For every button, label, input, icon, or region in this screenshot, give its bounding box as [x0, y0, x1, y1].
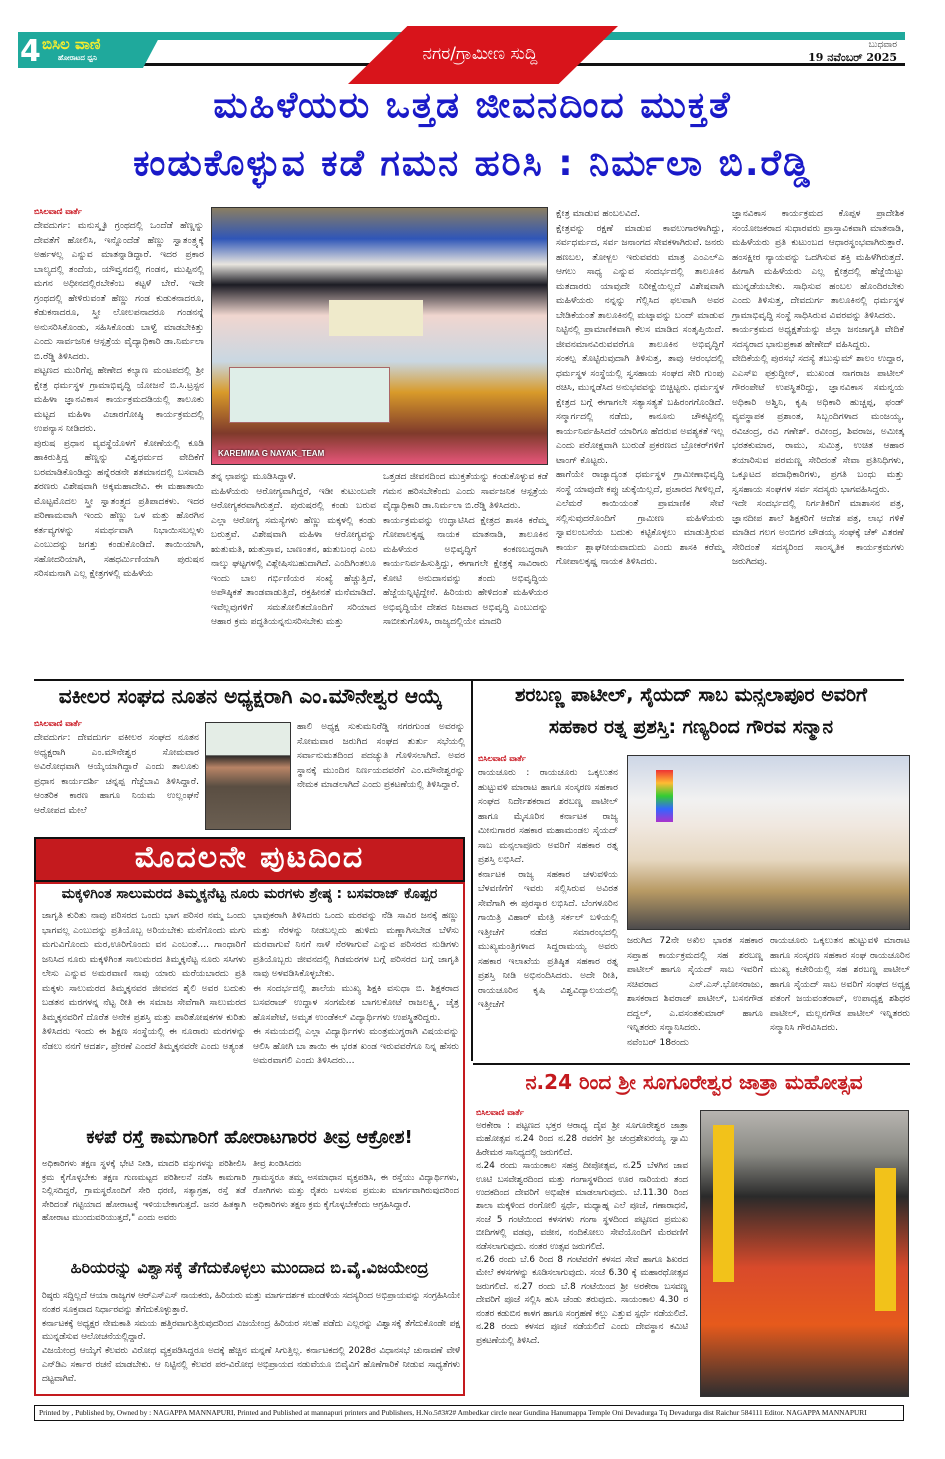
- footer-imprint: Printed by , Published by, Owned by : NAGAPPA MANNAPURI, Printed and Published at mannapuri printers and Publishers, H.No.5#3#2# Ambedkar circle near Gundina Hanumappa Temple Oni Devadurga Tq Devadurga dist Raichur 584111 Editor. NAGAPPA MANNAPURI: [34, 1405, 904, 1421]
- banner-in-photo: [329, 300, 423, 336]
- lawyers-col1-text: ದೇವದುರ್ಗ: ದೇವದುರ್ಗ ವಕೀಲರ ಸಂಘದ ನೂತನ ಅಧ್ಯಕ್ಷರಾಗಿ ಎಂ.ಮೌನೇಶ್ವರ ಸೋಮವಾರ ಅವಿರೋಧವಾಗಿ ಆಯ್ಕೆಯಾಗಿದ್ದಾರೆ ಎಂದು ತಾಲೂಕು ಪ್ರಧಾನ ಕಾರ್ಯದರ್ಶಿ ಚನ್ನಪ್ಪ ಗೆಜ್ಜೆಬಾವಿ ತಿಳಿಸಿದ್ದಾರೆ. ಆಂತರಿಕ ಕಾರಣ ಹಾಗೂ ನಿಯಮ ಉಲ್ಲಂಘನೆ ಆರೋಪದ ಮೇಲೆ: [34, 732, 199, 816]
- story2-headline: ಕಳಪೆ ರಸ್ತೆ ಕಾಮಗಾರಿಗೆ ಹೋರಾಟಗಾರರ ತೀವ್ರ ಆಕ್ರೋಶ!: [86, 1127, 413, 1148]
- story1-headline: ಮಕ್ಕಳಿಗಿಂತ ಸಾಲುಮರದ ತಿಮ್ಮಕ್ಕನೆಟ್ಟ ನೂರು ಮರಗಳು ಶ್ರೇಷ್ಠ : ಬಸವರಾಜ್ ಕೊಪ್ಪರ: [61, 886, 438, 902]
- festival-column: [476, 1108, 688, 1348]
- lawyers-column-1: [34, 719, 199, 818]
- festival-byline: ಬಿಸಿಲವಾಣಿ ವಾರ್ತೆ: [476, 1108, 524, 1117]
- lead-column-2: [211, 470, 376, 630]
- issue-day: ಬುಧವಾರ: [868, 40, 897, 50]
- lead-bottom-rule: [34, 679, 904, 681]
- coop-col1-text: ರಾಯಚೂರು : ರಾಯಚೂರು ಒಕ್ಕಲುತನ ಹುಟ್ಟುವಳಿ ಮಾರಾಟ ಹಾಗೂ ಸಂಸ್ಕರಣ ಸಹಕಾರ ಸಂಘದ ನಿರ್ದೇಶಕರಾದ ಶರಬಣ್ಣ ಪಾಟೀಲ್ ಹಾಗೂ ಮೈಸೂರಿನ ಕರ್ನಾಟಕ ರಾಜ್ಯ ಮೀನುಗಾರರ ಸಹಕಾರ ಮಹಾಮಂಡಲ ಸೈಯದ್ ಸಾಬ ಮನ್ಸಲಾಪೂರು ಅವರಿಗೆ ಸಹಕಾರ ರತ್ನ ಪ್ರಶಸ್ತಿ ಲಭಿಸಿದೆ. ಕರ್ನಾಟಕ ರಾಜ್ಯ ಸಹಕಾರ ಚಳುವಳಿಯ ಬೆಳವಣಿಗೆಗೆ ಇವರು ಸಲ್ಲಿಸಿರುವ ಅವಿರತ ಸೇವೆಗಾಗಿ ಈ ಪುರಸ್ಕಾರ ಲಭಿಸಿದೆ. ಬೆಂಗಳೂರಿನ ಗಾಯಿತ್ರಿ ವಿಹಾರ್ ಮೇತ್ರಿ ಸರ್ಕಲ್ ಬಳಿಯಲ್ಲಿ ಇತ್ತೀಚೆಗೆ ನಡೆದ ಸಮಾರಂಭದಲ್ಲಿ ಮುಖ್ಯಮಂತ್ರಿಗಳಾದ ಸಿದ್ದರಾಮಯ್ಯ ಅವರು ಸಹಕಾರ ಇಲಾಖೆಯ ಪ್ರತಿಷ್ಠಿತ ಸಹಕಾರ ರತ್ನ ಪ್ರಶಸ್ತಿ ನೀಡಿ ಅಭಿನಂದಿಸಿದರು. ಅದೇ ರೀತಿ, ರಾಯಚೂರಿನ ಕೃಷಿ ವಿಶ್ವವಿದ್ಯಾಲಯದಲ್ಲಿ ಇತ್ತೀಚೆಗೆ: [478, 767, 618, 1010]
- coop-column-3: [770, 934, 910, 1036]
- coop-col2-text: ಜರುಗಿದ 72ನೇ ಅಖಿಲ ಭಾರತ ಸಹಕಾರ ಸಪ್ತಾಹ ಕಾರ್ಯಕ್ರಮದಲ್ಲಿ ಸಹ ಶರಬಣ್ಣ ಪಾಟೀಲ್ ಹಾಗೂ ಸೈಯದ್ ಸಾಬ ಇವರಿಗೆ ಸಚಿವರಾದ ಎನ್.ಎಸ್.ಭೋಸರಾಜು, ಶಾಸಕರಾದ ಶಿವರಾಜ್ ಪಾಟೀಲ್, ಬಸನಗೌಡ ದದ್ದಲ್, ಎ.ವಸಂತಕುಮಾರ್ ಹಾಗೂ ಇನ್ನಿತರರು ಸನ್ಮಾನಿಸಿದರು. ನವೆಂಬರ್ 18ರಂದು: [627, 935, 763, 1048]
- lawyers-byline: ಬಿಸಿಲವಾಣಿ ವಾರ್ತೆ: [34, 719, 82, 728]
- coop-award-photo: [627, 755, 910, 930]
- lead-column-3: [383, 470, 548, 630]
- festival-headline: ನ.24 ರಿಂದ ಶ್ರೀ ಸೂಗೂರೇಶ್ವರ ಜಾತ್ರಾ ಮಹೋತ್ಸವ: [525, 1070, 863, 1094]
- lead-headline-line1: ಮಹಿಳೆಯರು ಒತ್ತಡ ಜೀವನದಿಂದ ಮುಕ್ತತೆ: [213, 85, 732, 126]
- coop-bottom-rule: [473, 1063, 910, 1065]
- story3-text: ರಿಷ್ಠರು ಸದ್ದಿಲ್ಲದೆ ಆಯಾ ರಾಜ್ಯಗಳ ಆರ್‌ಎಸ್‌ಎಸ್ ನಾಯಕರು, ಹಿರಿಯರು ಮತ್ತು ಮಾರ್ಗದರ್ಶಕ ಮಂಡಳಿಯ ಸದಸ್ಯರಿಂದ ಅಭಿಪ್ರಾಯವನ್ನು ಸಂಗ್ರಹಿಸಿಯೇ ನಂತರ ಸೂಕ್ತವಾದ ನಿರ್ಧಾರವನ್ನು ತೆಗೆದುಕೊಳ್ಳುತ್ತಾರೆ. ಕರ್ನಾಟಕಕ್ಕೆ ಅಧ್ಯಕ್ಷರ ನೇಮಕಾತಿ ಸಮಯ ಹತ್ತಿರವಾಗುತ್ತಿರುವುದರಿಂದ ವಿಜಯೇಂದ್ರ ಹಿರಿಯರ ಸಲಹೆ ಪಡೆದು ಎಲ್ಲರನ್ನು ವಿಶ್ವಾಸಕ್ಕೆ ತೆಗೆದುಕೊಂಡೇ ಪಕ್ಷ ಮುನ್ನಡೆಸುವ ಆಲೋಚನೆಯಲ್ಲಿದ್ದಾರೆ. ವಿಜಯೇಂದ್ರ ಆಯ್ಕೆಗೆ ಕೆಲವರು ವಿರೋಧ ವ್ಯಕ್ತಪಡಿಸಿದ್ದರೂ ಅದಕ್ಕೆ ಹೆಚ್ಚಿನ ಮನ್ನಣೆ ಸಿಗುತ್ತಿಲ್ಲ. ಕರ್ನಾಟಕದಲ್ಲಿ 2028ರ ವಿಧಾನಸಭೆ ಚುನಾವಣೆ ವೇಳೆ ಎನ್‌ಡಿಎ ಸರ್ಕಾರ ರಚನೆ ಮಾಡಬೇಕು. ಆ ನಿಟ್ಟಿನಲ್ಲಿ ಕೆಲವರ ಪರ-ವಿರೋಧ ಅಭಿಪ್ರಾಯದ ನಡುವೆಯೂ ಬಿವೈವಿಗೆ ಹೊಣೆಗಾರಿಕೆ ನೀಡುವ ಸಾಧ್ಯತೆಗಳು ದಟ್ಟವಾಗಿವೆ.: [42, 1291, 460, 1384]
- vertical-column-rule: [471, 681, 473, 1061]
- coop-headline-line1: ಶರಬಣ್ಣ ಪಾಟೀಲ್, ಸೈಯದ್ ಸಾಬ ಮನ್ಸಲಾಪೂರ ಅವರಿಗೆ: [514, 684, 868, 706]
- lead-column-5: [732, 207, 904, 570]
- marigold-garland-left: [713, 1125, 734, 1282]
- cheque-in-photo: [229, 367, 390, 423]
- issue-date: 19 ನವೆಂಬರ್ 2025: [808, 51, 897, 64]
- lead-byline: ಬಿಸಿಲವಾಣಿ ವಾರ್ತೆ: [34, 207, 82, 216]
- story3-headline: ಹಿರಿಯರನ್ನು ವಿಶ್ವಾಸಕ್ಕೆ ತೆಗೆದುಕೊಳ್ಳಲು ಮುಂದಾದ ಬಿ.ವೈ.ವಿಜಯೇಂದ್ರ: [70, 1258, 429, 1277]
- lead-col4-text: ಕ್ಷೇತ್ರ ಮಾಡುವ ಹಂಬಲವಿದೆ. ಕ್ಷೇತ್ರವನ್ನು ರಕ್ಷಣೆ ಮಾಡುವ ಕಾವಲುಗಾರಳಾಗಿದ್ದು, ಸರ್ವಧರ್ಮದ, ಸರ್ವ ಜನಾಂಗದ ಸೇವಕಳಾಗಿರುವೆ. ಜನರು ಹಣಬಲ, ತೋಳ್ಬಲ ಇರುವವರು ಮಾತ್ರ ಎಂಎಲ್‌ಎ ಆಗಲು ಸಾಧ್ಯ ಎನ್ನುವ ಸಂದರ್ಭದಲ್ಲಿ ತಾಲೂಕಿನ ಮತದಾರರು ಯಾವುದೇ ನಿರೀಕ್ಷೆಯಿಲ್ಲದೆ ವಿಶೇಷವಾಗಿ ಮಹಿಳೆಯರು ನನ್ನನ್ನು ಗೆಲ್ಲಿಸಿದ ಫಲವಾಗಿ ಅವರ ಬೇಡಿಕೆಯಂತೆ ತಾಲೂಕಿನಲ್ಲಿ ಮಟ್ಕಾವನ್ನು ಬಂದ್ ಮಾಡುವ ನಿಟ್ಟಿನಲ್ಲಿ ಪ್ರಾಮಾಣಿಕವಾಗಿ ಕೆಲಸ ಮಾಡಿದ ಸಂತೃಪ್ತಿಯಿದೆ. ಜೀವನಮಾನವಿರುವವರೆಗೂ ತಾಲೂಕಿನ ಅಭಿವೃದ್ಧಿಗೆ ಸಂಕಲ್ಪ ತೊಟ್ಟಿರುವುದಾಗಿ ತಿಳಿಸುತ್ತ, ತಾವು ಆರಂಭದಲ್ಲಿ ಧರ್ಮಸ್ಥಳ ಸಂಸ್ಥೆಯಲ್ಲಿ ಸ್ವಸಹಾಯ ಸಂಘದ ಸೇರಿ ಗುಂಪು ರಚಿಸಿ, ಮುನ್ನಡೆಸಿದ ಅನುಭವವನ್ನು ಬಿಚ್ಚಿಟ್ಟರು. ಧರ್ಮಸ್ಥಳ ಕ್ಷೇತ್ರದ ಬಗ್ಗೆ ಈಗಾಗಲೇ ಸತ್ಯಾಸತ್ಯತೆ ಬಹಿರಂಗಗೊಂಡಿದೆ. ಸನ್ಮಾರ್ಗದಲ್ಲಿ ನಡೆದು, ಕಾನೂನು ಚೌಕಟ್ಟಿನಲ್ಲಿ ಕಾರ್ಯನಿರ್ವಹಿಸಿದರೆ ಯಾರಿಗೂ ಹೆದರುವ ಅವಶ್ಯಕತೆ ಇಲ್ಲ ಎಂದು ಪರೋಕ್ಷವಾಗಿ ಬುರುಡೆ ಪ್ರಕರಣದ ಬ್ರೋಕರ್‌ಗಳಿಗೆ ಟಾಂಗ್ ಕೊಟ್ಟರು. ಹಾಗೆಯೇ ರಾಜ್ಯಾದ್ಯಂತ ಧರ್ಮಸ್ಥಳ ಗ್ರಾಮೀಣಾಭಿವೃದ್ಧಿ ಸಂಸ್ಥೆ ಯಾವುದೇ ಕಪ್ಪು ಚುಕ್ಕೆಯಿಲ್ಲದೆ, ಪ್ರಚಾರದ ಗೀಳಿಲ್ಲದೆ, ಎಲೆಮರೆ ಕಾಯಿಯಂತೆ ಪ್ರಾಮಾಣಿಕ ಸೇವೆ ಸಲ್ಲಿಸುವುದರೊಂದಿಗೆ ಗ್ರಾಮೀಣ ಮಹಿಳೆಯರು ಸ್ವಾವಲಂಬನೆಯ ಬದುಕು ಕಟ್ಟಿಕೊಳ್ಳಲು ಮಾಡುತ್ತಿರುವ ಕಾರ್ಯ ಶ್ಲಾಘನೀಯವಾದುದು ಎಂದು ಶಾಸಕಿ ಕರೆಮ್ಮ ಗೋಪಾಲಕೃಷ್ಣ ನಾಯಕ ತಿಳಿಸಿದರು.: [556, 208, 724, 567]
- lead-col1-text: ದೇವದುರ್ಗ: ಮನುಸ್ಮೃತಿ ಗ್ರಂಥದಲ್ಲಿ ಒಂದೆಡೆ ಹೆಣ್ಣನ್ನು ದೇವತೆಗೆ ಹೋಲಿಸಿ, ಇನ್ನೊಂದೆಡೆ ಹೆಣ್ಣು ಸ್ವಾತಂತ್ರ್ಯಕ್ಕೆ ಅರ್ಹಳಲ್ಲ ಎನ್ನುವ ಮಾತನ್ನಾಡಿದ್ದಾರೆ. ಇದರ ಪ್ರಕಾರ ಬಾಲ್ಯದಲ್ಲಿ ತಂದೆಯ, ಯೌವ್ವನದಲ್ಲಿ ಗಂಡನ, ಮುಪ್ಪಿನಲ್ಲಿ ಮಗನ ಅಧೀನದಲ್ಲಿರಬೇಕೆಂಬ ಕಟ್ಟಳೆ ಬೇರೆ. ಇದೇ ಗ್ರಂಥದಲ್ಲಿ ಹೇಳಿರುವಂತೆ ಹೆಣ್ಣು ಗಂಡ ಕುಡುಕನಾದರೂ, ಕೆಡುಕನಾದರೂ, ಸ್ತ್ರೀ ಲೋಲಪನಾದರೂ ಗಂಡನನ್ನೆ ಅನುಸರಿಸಿಕೊಂಡು, ಸಹಿಸಿಕೊಂಡು ಬಾಳ್ವೆ ಮಾಡಬೇಕಿತ್ತು ಎಂದು ಸಾರ್ವಜನಿಕ ಆಸ್ಪತ್ರೆಯ ವೈದ್ಯಾಧಿಕಾರಿ ಡಾ.ನಿರ್ಮಲಾ ಬಿ.ರೆಡ್ಡಿ ತಿಳಿಸಿದರು. ಪಟ್ಟಣದ ಮುರಿಗೆಪ್ಪ ಹೇಣೇದ ಕಲ್ಯಾಣ ಮಂಟಪದಲ್ಲಿ ಶ್ರೀ ಕ್ಷೇತ್ರ ಧರ್ಮಸ್ಥಳ ಗ್ರಾಮಾಭಿವೃದ್ಧಿ ಯೋಜನೆ ಬಿ.ಸಿ.ಟ್ರಸ್ಟನ ಮಹಿಳಾ ಜ್ಞಾನವಿಕಾಸ ಕಾರ್ಯಕ್ರಮದಡಿಯಲ್ಲಿ ತಾಲೂಕು ಮಟ್ಟದ ಮಹಿಳಾ ವಿಚಾರಗೋಷ್ಠಿ ಕಾರ್ಯಕ್ರಮದಲ್ಲಿ ಉಪನ್ಯಾಸ ನೀಡಿದರು. ಪುರುಷ ಪ್ರಧಾನ ವ್ಯವಸ್ಥೆಯೊಳಗೆ ಕೋಣೆಯಲ್ಲಿ ಕೂಡಿ ಹಾಕಿರುತ್ತಿದ್ದ ಹೆಣ್ಣನ್ನು ವಿಶ್ವಧರ್ಮದ ವೇದಿಕೆಗೆ ಬರಮಾಡಿಕೊಂಡಿದ್ದು ಹನ್ನೆರಡನೇ ಶತಮಾನದಲ್ಲಿ ಬಸವಾದಿ ಶರಣರು ವಿಶೇಷವಾಗಿ ಅಕ್ಕಮಹಾದೇವಿ. ಈ ಮಹಾತಾಯಿ ಮೊಟ್ಟಮೊದಲ ಸ್ತ್ರೀ ಸ್ವಾತಂತ್ರ್ಯದ ಪ್ರತಿಪಾದಕಳು. ಇದರ ಪರಿಣಾಮವಾಗಿ ಇಂದು ಹೆಣ್ಣು ಒಳ ಮತ್ತು ಹೊರಗಿನ ಕರ್ತವ್ಯಗಳನ್ನು ಸಮರ್ಥವಾಗಿ ನಿಭಾಯಿಸಬಲ್ಲಳು ಎಂಬುದನ್ನು ಜಗತ್ತು ಕಂಡುಕೊಂಡಿದೆ. ತಾಯಿಯಾಗಿ, ಸಹೋದರಿಯಾಗಿ, ಸಹಧರ್ಮಿಣಿಯಾಗಿ ಪುರುಷನ ಸರಿಸಮನಾಗಿ ಎಲ್ಲ ಕ್ಷೇತ್ರಗಳಲ್ಲಿ ಮಹಿಳೆಯ: [34, 220, 204, 579]
- lawyers-col2-text: ಹಾಲಿ ಅಧ್ಯಕ್ಷ ಸುಕುಮನಿರೆಡ್ಡಿ ನಗರಗುಂಡ ಅವರನ್ನು ಸೋಮವಾರ ಜರುಗಿದ ಸಂಘದ ತುರ್ತು ಸಭೆಯಲ್ಲಿ ಸರ್ವಾನುಮತದಿಂದ ಪದಚ್ಯುತಿ ಗೊಳಿಸಲಾಗಿದೆ. ಅವರ ಸ್ಥಾನಕ್ಕೆ ಮುಂದಿನ ನಿರ್ಣಯದವರೆಗೆ ಎಂ.ಮೌನೇಶ್ವರನ್ನು ನೇಮಕ ಮಾಡಲಾಗಿದೆ ಎಂದು ಪ್ರಕಟಣೆಯಲ್ಲಿ ತಿಳಿಸಿದ್ದಾರೆ.: [297, 721, 465, 790]
- coop-byline: ಬಿಸಿಲವಾಣಿ ವಾರ್ತೆ: [478, 754, 526, 763]
- lawyer-portrait-photo: [205, 722, 291, 830]
- lead-col3-text: ಒತ್ತಡದ ಜೀವನದಿಂದ ಮುಕ್ತತೆಯನ್ನು ಕಂಡುಕೊಳ್ಳುವ ಕಡೆ ಗಮನ ಹರಿಸಬೇಕೆಂದು ಎಂದು ಸಾರ್ವಜನಿಕ ಆಸ್ಪತ್ರೆಯ ವೈದ್ಯಾಧಿಕಾರಿ ಡಾ.ನಿರ್ಮಲಾ ಬಿ.ರೆಡ್ಡಿ ತಿಳಿಸಿದರು. ಕಾರ್ಯಕ್ರಮವನ್ನು ಉದ್ಘಾಟಿಸಿದ ಕ್ಷೇತ್ರದ ಶಾಸಕಿ ಕರೆಮ್ಮ ಗೋಪಾಲಕೃಷ್ಣ ನಾಯಕ ಮಾತನಾಡಿ, ತಾಲೂಕಿನ ಮಹಿಳೆಯರ ಅಭಿವೃದ್ಧಿಗೆ ಕಂಕಣಬದ್ಧರಾಗಿ ಕಾರ್ಯನಿರ್ವಹಿಸುತ್ತಿದ್ದು, ಈಗಾಗಲೇ ಕ್ಷೇತ್ರಕ್ಕೆ ಸಾವಿರಾರು ಕೋಟಿ ಅನುದಾನವನ್ನು ತಂದು ಅಭಿವೃದ್ಧಿಯ ಹೆಜ್ಜೆಯನ್ನಿಟ್ಟಿದ್ದೇನೆ. ಹಿರಿಯರು ಹೇಳಿದಂತೆ ಮಹಿಳೆಯರ ಅಭಿವೃದ್ಧಿಯೇ ದೇಶದ ನಿಜವಾದ ಅಭಿವೃದ್ಧಿ ಎಂಬುದನ್ನು ಸಾಬೀತುಗೊಳಿಸಿ, ರಾಜ್ಯದಲ್ಲಿಯೇ ಮಾದರಿ: [383, 471, 548, 627]
- story2-col2-text: ತೀವ್ರ ಖಂಡಿಸಿದರು ಗ್ರಾಮಸ್ಥರೂ ತಮ್ಮ ಅಸಮಾಧಾನ ವ್ಯಕ್ತಪಡಿಸಿ, ಈ ರಸ್ತೆಯು ವಿದ್ಯಾರ್ಥಿಗಳು, ರೋಗಿಗಳು ಮತ್ತು ರೈತರು ಬಳಸುವ ಪ್ರಮುಖ ಮಾರ್ಗವಾಗಿರುವುದರಿಂದ ಅಧಿಕಾರಿಗಳು ತಕ್ಷಣ ಕ್ರಮ ಕೈಗೊಳ್ಳಬೇಕೆಂದು ಆಗ್ರಹಿಸಿದ್ದಾರೆ.: [253, 1159, 459, 1210]
- lead-column-4: [556, 207, 724, 570]
- story1-col1-text: ಜಾಗೃತಿ ಕುರಿತು ನಾವು ಪರಿಸರದ ಒಂದು ಭಾಗ ಪರಿಸರ ನಮ್ಮ ಒಂದು ಭಾಗವಲ್ಲ ಎಂಬುದನ್ನು ಪ್ರತಿಯೊಬ್ಬ ಅರಿಯಬೇಕು ಮನೆಗೊಂದು ಮಗು ಮಗುವಿಗೊಂದು ಮರ,ಊರಿಗೊಂದು ವನ ಎಂಬಂತೆ.... ಗಾಂಧಾರಿಗೆ ಜನಿಸಿದ ನೂರು ಮಕ್ಕಳಿಗಿಂತ ಸಾಲುಮರದ ತಿಮ್ಮಕ್ಕನೆಟ್ಟ ನೂರು ಸಸಿಗಳು ಲೇಸು ಎನ್ನುವ ಅಮರವಾಣಿ ನಾವು ಯಾರು ಮರೆಯಬಾರದು ಪ್ರತಿ ಮಕ್ಕಳು ಸಾಲುಮರದ ತಿಮ್ಮಕ್ಕನವರ ಜೀವನದ ಶೈಲಿ ಅವರ ಬದುಕು ಬಡತನ ಮರಗಳನ್ನ ನೆಟ್ಟ ರೀತಿ ಈ ಸಮಾಜ ಸೇವೆಗಾಗಿ ಸಾಲುಮರದ ತಿಮ್ಮಕ್ಕನವರಿಗೆ ದೊರೆತ ಅನೇಕ ಪ್ರಶಸ್ತಿ ಮತ್ತು ಪಾರಿತೋಷಕಗಳ ಕುರಿತು ತಿಳಿಸಿದರು ಇಂದು ಈ ಶಿಕ್ಷಣ ಸಂಸ್ಥೆಯಲ್ಲಿ ಈ ನೂರಾರು ಮರಗಳನ್ನು ನೆಡಲು ನನಗೆ ಆದರ್ಶ, ಪ್ರೇರಣೆ ಎಂದರೆ ತಿಮ್ಮಕ್ಕನವರೇ ಎಂದು ಅತ್ಯಂತ: [42, 910, 246, 1052]
- lead-col2-text: ತನ್ನ ಛಾಪನ್ನು ಮೂಡಿಸಿದ್ದಾಳೆ. ಮಹಿಳೆಯರು ಆರೋಗ್ಯವಾಗಿದ್ದರೆ, ಇಡೀ ಕುಟುಂಬವೇ ಆರೋಗ್ಯಕರವಾಗಿರುತ್ತದೆ. ಪುರುಷರಲ್ಲಿ ಕಂಡು ಬರುವ ಎಲ್ಲಾ ಆರೋಗ್ಯ ಸಮಸ್ಯೆಗಳು ಹೆಣ್ಣು ಮಕ್ಕಳಲ್ಲಿ ಕಂಡು ಬರುತ್ತವೆ. ವಿಶೇಷವಾಗಿ ಮಹಿಳಾ ಆರೋಗ್ಯವನ್ನು ಋತುಮತಿ, ಋತುಸ್ರಾವ, ಬಾಣಂತನ, ಋತುಬಂಧ ಎಂಬ ನಾಲ್ಕು ಘಟ್ಟಗಳಲ್ಲಿ ವಿಶ್ಲೇಷಿಸಬಹುದಾಗಿದೆ. ಎಂದಿಗಿಂತಲೂ ಇಂದು ಬಾಲ ಗರ್ಭಿಣಿಯರ ಸಂಖ್ಯೆ ಹೆಚ್ಚುತ್ತಿದೆ, ಅಪೌಷ್ಠಿಕತೆ ತಾಂಡವಾಡುತ್ತಿದೆ, ರಕ್ತಹೀನತೆ ಮನೆಮಾಡಿದೆ. ಇವೆಲ್ಲವುಗಳಿಗೆ ಸಮತೋಲಿತದೊಂದಿಗೆ ಸರಿಯಾದ ಆಹಾರ ಕ್ರಮ ಪದ್ಧತಿಯನ್ನನುಸರಿಸಬೇಕು ಮತ್ತು: [211, 471, 376, 627]
- section-title: ನಗರ/ಗ್ರಾಮೀಣ ಸುದ್ದಿ: [422, 44, 538, 64]
- story3-column: [42, 1290, 460, 1387]
- story2-col1-text: ಅಧಿಕಾರಿಗಳು ತಕ್ಷಣ ಸ್ಥಳಕ್ಕೆ ಭೇಟಿ ನೀಡಿ, ಮಾದರಿ ವಸ್ತುಗಳನ್ನು ಪರಿಶೀಲಿಸಿ ಕ್ರಮ ಕೈಗೊಳ್ಳಬೇಕು ತಕ್ಷಣ ಗುಣಮಟ್ಟದ ಪರಿಶೀಲನೆ ನಡೆಸಿ ಕಾಮಗಾರಿ ನಿಲ್ಲಿಸದಿದ್ದರೆ, ಗ್ರಾಮಸ್ಥರೊಂದಿಗೆ ಸೇರಿ ಧರಣಿ, ಸತ್ಯಾಗ್ರಹ, ರಸ್ತೆ ತಡೆ ಸೇರಿದಂತೆ ಗಟ್ಟಿಯಾದ ಹೋರಾಟಕ್ಕೆ ಇಳಿಯಬೇಕಾಗುತ್ತದೆ. ಜನರ ಹಿತಕ್ಕಾಗಿ ಹೋರಾಟ ಮುಂದುವರಿಯುತ್ತದೆ," ಎಂದು ಅವರು: [42, 1159, 246, 1223]
- coop-headline-line2: ಸಹಕಾರ ರತ್ನ ಪ್ರಶಸ್ತಿ: ಗಣ್ಯರಿಂದ ಗೌರವ ಸನ್ಮಾನ: [548, 716, 834, 738]
- coop-column-1: [478, 754, 618, 1013]
- lead-photo: [211, 207, 548, 465]
- festival-text: ಅರಕೇರಾ : ಪಟ್ಟಣದ ಭಕ್ತರ ಆರಾಧ್ಯ ದೈವ ಶ್ರೀ ಸೂಗೂರೇಶ್ವರ ಜಾತ್ರಾ ಮಹೋತ್ಸವ ನ.24 ರಿಂದ ನ.28 ರವರೆಗೆ ಶ್ರೀ ಚಂದ್ರಶೇಖರಯ್ಯ ಸ್ವಾಮಿ ಹಿರೇಮಠ ಸಾನಿಧ್ಯದಲ್ಲಿ ಜರುಗಲಿದೆ. ನ.24 ರಂದು ಸಾಯಂಕಾಲ ಸಹಸ್ರ ದೀಪೋತ್ಸವ, ನ.25 ಬೆಳಗಿನ ಜಾವ ಊಟಿ ಬಸವೇಶ್ವರದಿಂದ ಮತ್ತು ಗಂಗಾಸ್ಥಳದಿಂದ ಊರ ನಾರಿಯರು ತಂದ ಉದಕದಿಂದ ದೇವರಿಗೆ ಅಭಿಷೇಕ ಮಾಡಲಾಗುವುದು. ಬೆ.11.30 ರಿಂದ ಶಾಲಾ ಮಕ್ಕಳಿಂದ ರಂಗೋಲಿ ಸ್ಪರ್ಧೆ, ಮಧ್ಯಾಹ್ನ ಎಲೆ ಪೂಜೆ, ಗಣಾರಾಧನೆ, ಸಂಜೆ 5 ಗಂಟೆಯಿಂದ ಕಳಸಗಳು ಗಂಗಾ ಸ್ಥಳದಿಂದ ಪಟ್ಟಣದ ಪ್ರಮುಖ ಬೀದಿಗಳಲ್ಲಿ ವಡವು, ವಜೀನ, ನಂದಿಕೋಲು ಸೇವೆಯೊಂದಿಗೆ ಮೆರವಣಿಗೆ ನಡೆಸಲಾಗುವುದು. ನಂತರ ಉತ್ಸವ ಜರುಗಲಿದೆ. ನ.26 ರಂದು ಬೆ.6 ರಿಂದ 8 ಗಂಟೆವರೆಗೆ ಕಳಸದ ಸೇವೆ ಹಾಗೂ ಶಿಖರದ ಮೇಲೆ ಕಳಸಗಳನ್ನು ಕೂಡಿಸಲಾಗುವುದು. ಸಂಜೆ 6.30 ಕ್ಕೆ ಮಹಾರಥೋತ್ಸವ ಜರುಗಲಿದೆ. ನ.27 ರಂದು ಬೆ.8 ಗಂಟೆಯಿಂದ ಶ್ರೀ ಅರಕೇರಾ ಬಸವಣ್ಣ ದೇವರಿಗೆ ಪೂಜೆ ಸಲ್ಲಿಸಿ ಹುಸಿ ಚೆಂಡು ತರುವುದು. ಸಾಯಂಕಾಲ 4.30 ರ ನಂತರ ಕಡುಬಿನ ಕಾಳಗ ಹಾಗೂ ಸಂಗ್ರಹಣೆ ಕಲ್ಲು ಎತ್ತುವ ಸ್ಪರ್ಧೆ ನಡೆಯಲಿದೆ. ನ.28 ರಂದು ಕಳಸದ ಪೂಜೆ ನಡೆಯಲಿದೆ ಎಂದು ದೇವಸ್ಥಾನ ಕಮಿಟಿ ಪ್ರಕಟಣೆಯಲ್ಲಿ ತಿಳಿಸಿದೆ.: [476, 1121, 688, 1346]
- page-number: 4: [20, 34, 41, 69]
- story1-col2-text: ಭಾವುಕರಾಗಿ ತಿಳಿಸಿದರು ಒಂದು ಮರವನ್ನು ನೆಡಿ ಸಾವಿರ ಜನಕ್ಕೆ ಹಣ್ಣು ಮತ್ತು ನೆರಳನ್ನು ನೀಡಬಲ್ಲದು ಹುಳಿದು ಮಣ್ಣಾಗಿಸಬೇಡ ಬೆಳೆಸು ಮರವಾಗುವೆ ನಿನಗೆ ನಾಳೆ ನೆರಳಾಗುವೆ ಎನ್ನುವ ಪರಿಸರದ ನುಡಿಗಳು ಪ್ರತಿಯೊಬ್ಬರು ಜೀವನದಲ್ಲಿ ಗಿಡಮರಗಳ ಬಗ್ಗೆ ಪರಿಸರದ ಬಗ್ಗೆ ಜಾಗೃತಿ ನಾವು ಅಳವಡಿಸಿಕೊಳ್ಳಬೇಕು. ಈ ಸಂದರ್ಭದಲ್ಲಿ ಶಾಲೆಯ ಮುಖ್ಯ ಶಿಕ್ಷಕಿ ವಸುಧಾ ಬಿ. ಶಿಕ್ಷಕರಾದ ಬಸವರಾಜ್ ಉದ್ದಾಳ ಸಂಗಮೇಶ ಬಾಗಲಕೋಟೆ ರಾಜಲಕ್ಷ್ಮಿ, ಚೈತ್ರ ಹೊಸಪೇಟೆ, ಅಮೃತ ಉಂಡೆಕಲ್ ವಿದ್ಯಾರ್ಥಿಗಳು ಉಪಸ್ಥಿತರಿದ್ದರು. ಈ ಸಮಯದಲ್ಲಿ ಎಲ್ಲಾ ವಿದ್ಯಾರ್ಥಿಗಳು ಮಂತ್ರಮುಗ್ಧರಾಗಿ ವಿಷಯವನ್ನು ಆಲಿಸಿ ಹೋಗಿ ಬಾ ತಾಯಿ ಈ ಭರತ ಖಂಡ ಇರುವವರೆಗೂ ನಿನ್ನ ಹೆಸರು ಅಮರವಾಗಲಿ ಎಂದು ತಿಳಿಸಿದರು...: [253, 910, 459, 1066]
- story1-column-2: [253, 909, 459, 1069]
- paper-tagline: ಹೋರಾಟದ ಧ್ವನಿ: [58, 54, 97, 62]
- rainbow-decoration: [656, 770, 673, 822]
- story2-column-2: [253, 1158, 459, 1212]
- front-page-banner-title: ಮೊದಲನೇ ಪುಟದಿಂದ: [134, 840, 365, 875]
- coop-col3-text: ರಾಯಚೂರು ಒಕ್ಕಲುತನ ಹುಟ್ಟುವಳಿ ಮಾರಾಟ ಹಾಗೂ ಸಂಸ್ಕರಣ ಸಹಕಾರ ಸಂಘ ರಾಯಚೂರಿನ ಮುಖ್ಯ ಕಚೇರಿಯಲ್ಲಿ ಸಹ ಶರಬಣ್ಣ ಪಾಟೀಲ್ ಹಾಗೂ ಸೈಯದ್ ಸಾಬ ಅವರಿಗೆ ಸಂಘದ ಅಧ್ಯಕ್ಷ ಪತಂಗೆ ಜಯವಂತರಾವ್, ಉಪಾಧ್ಯಕ್ಷ ಶಶಿಧರ ಪಾಟೀಲ್, ಮಲ್ಲನಗೌಡ ಪಾಟೀಲ್ ಇನ್ನಿತರರು ಸನ್ಮಾನಿಸಿ ಗೌರವಿಸಿದರು.: [770, 935, 910, 1033]
- marigold-garland-right: [875, 1168, 896, 1311]
- lead-col5-text: ಜ್ಞಾನವಿಕಾಸ ಕಾರ್ಯಕ್ರಮದ ಕೊಪ್ಪಳ ಪ್ರಾದೇಶಿಕ ಸಂಯೋಜಕರಾದ ಸುಧಾರವರು ಪ್ರಾಸ್ತಾವಿಕವಾಗಿ ಮಾತನಾಡಿ, ಮಹಿಳೆಯರು ಪ್ರತಿ ಕುಟುಂಬದ ಆಧಾರಸ್ಥಂಭವಾಗಿರುತ್ತಾರೆ. ಹಂಸಕ್ಷೀರ ನ್ಯಾಯವನ್ನು ಒದಗಿಸುವ ಶಕ್ತಿ ಮಹಿಳೆಗಿರುತ್ತದೆ. ಹೀಗಾಗಿ ಮಹಿಳೆಯರು ಎಲ್ಲ ಕ್ಷೇತ್ರದಲ್ಲಿ ಹೆಜ್ಜೆಯಿಟ್ಟು ಮುನ್ನಡೆಯಬೇಕು. ಸಾಧಿಸುವ ಹಂಬಲ ಹೊಂದಿರಬೇಕು ಎಂದು ತಿಳಿಸುತ್ತ, ದೇವದುರ್ಗ ತಾಲೂಕಿನಲ್ಲಿ ಧರ್ಮಸ್ಥಳ ಗ್ರಾಮಾಭಿವೃದ್ಧಿ ಸಂಸ್ಥೆ ಸಾಧಿಸಿರುವ ವಿವರವನ್ನು ತಿಳಿಸಿದರು. ಕಾರ್ಯಕ್ರಮದ ಅಧ್ಯಕ್ಷತೆಯನ್ನು ಜಿಲ್ಲಾ ಜನಜಾಗೃತಿ ವೇದಿಕೆ ಸದಸ್ಯರಾದ ಭಾನುಪ್ರಕಾಶ ಹೇಣೇದ್ ವಹಿಸಿದ್ದರು. ವೇದಿಕೆಯಲ್ಲಿ ಪುರಸಭೆ ಸದಸ್ಯೆ ತಬುಸ್ಸುಮ್ ಶಾಲಂ ಉದ್ದಾರ, ಎಎಸ್‌ಐ ಫಕ್ರುದ್ದೀನ್, ಮುಖಂಡ ನಾಗರಾಜ ಪಾಟೀಲ್ ಗೌರಂಪೇಟೆ ಉಪಸ್ಥಿತರಿದ್ದು, ಜ್ಞಾನವಿಕಾಸ ಸಮನ್ವಯ ಅಧಿಕಾರಿ ಅಶ್ವಿನಿ, ಕೃಷಿ ಅಧಿಕಾರಿ ಹುಚ್ಚಪ್ಪ, ಫಂಡ್ ವ್ಯವಸ್ಥಾಪಕ ಪ್ರಶಾಂತ, ಸಿಬ್ಬಂದಿಗಳಾದ ಮಂಜಯ್ಯ, ರವಿಚಂದ್ರ, ರವಿ ಗಣೇಶ್. ರವೀಂದ್ರ, ಶಿವರಾಜ, ಅಮೀತ್ಕ ಭರತಕುಮಾರ, ರಾಮು, ಸುಮಿತ್ರ, ಉಚಿತ ಆಹಾರ ತಯಾರಿಸುವ ಪರಮಣ್ಣ ಸೇರಿದಂತೆ ಸೇವಾ ಪ್ರತಿನಿಧಿಗಳು, ಒಕ್ಕೂಟದ ಪದಾಧಿಕಾರಿಗಳು, ಪ್ರಗತಿ ಬಂಧು ಮತ್ತು ಸ್ವಸಹಾಯ ಸಂಘಗಳ ಸರ್ವ ಸದಸ್ಯರು ಭಾಗವಹಿಸಿದ್ದರು. ಇದೇ ಸಂದರ್ಭದಲ್ಲಿ ನಿರ್ಗತಿಕರಿಗೆ ಮಾಶಾಸನ ಪತ್ರ, ಜ್ಞಾನದೀಪ ಶಾಲೆ ಶಿಕ್ಷಕರಿಗೆ ಆದೇಶ ಪತ್ರ, ಲಾಭ ಗಳಿಕೆ ಮಾಡಿದ ಗಲಗ ಅಂಬಿಗರ ಚೌಡಯ್ಯ ಸಂಘಕ್ಕೆ ಚೆಕ್ ವಿತರಣೆ ಸೇರಿದಂತೆ ಸದಸ್ಯರಿಂದ ಸಾಂಸ್ಕೃತಿಕ ಕಾರ್ಯಕ್ರಮಗಳು ಜರುಗಿದವು.: [732, 208, 904, 567]
- lead-headline-line2: ಕಂಡುಕೊಳ್ಳುವ ಕಡೆ ಗಮನ ಹರಿಸಿ : ನಿರ್ಮಲಾ ಬಿ.ರೆಡ್ಡಿ: [133, 143, 812, 184]
- coop-column-2: [627, 934, 763, 1050]
- festival-deity-photo: [700, 1110, 909, 1397]
- paper-name: ಬಿಸಿಲ ವಾಣಿ: [42, 35, 101, 53]
- story1-column-1: [42, 909, 246, 1054]
- lawyers-column-2: [297, 720, 465, 793]
- lead-column-1: [34, 207, 204, 582]
- story2-column-1: [42, 1158, 246, 1226]
- lead-photo-caption: KAREMMA G NAYAK_TEAM: [218, 449, 325, 458]
- lawyers-headline: ವಕೀಲರ ಸಂಘದ ನೂತನ ಅಧ್ಯಕ್ಷರಾಗಿ ಎಂ.ಮೌನೇಶ್ವರ ಆಯ್ಕೆ: [58, 684, 443, 708]
